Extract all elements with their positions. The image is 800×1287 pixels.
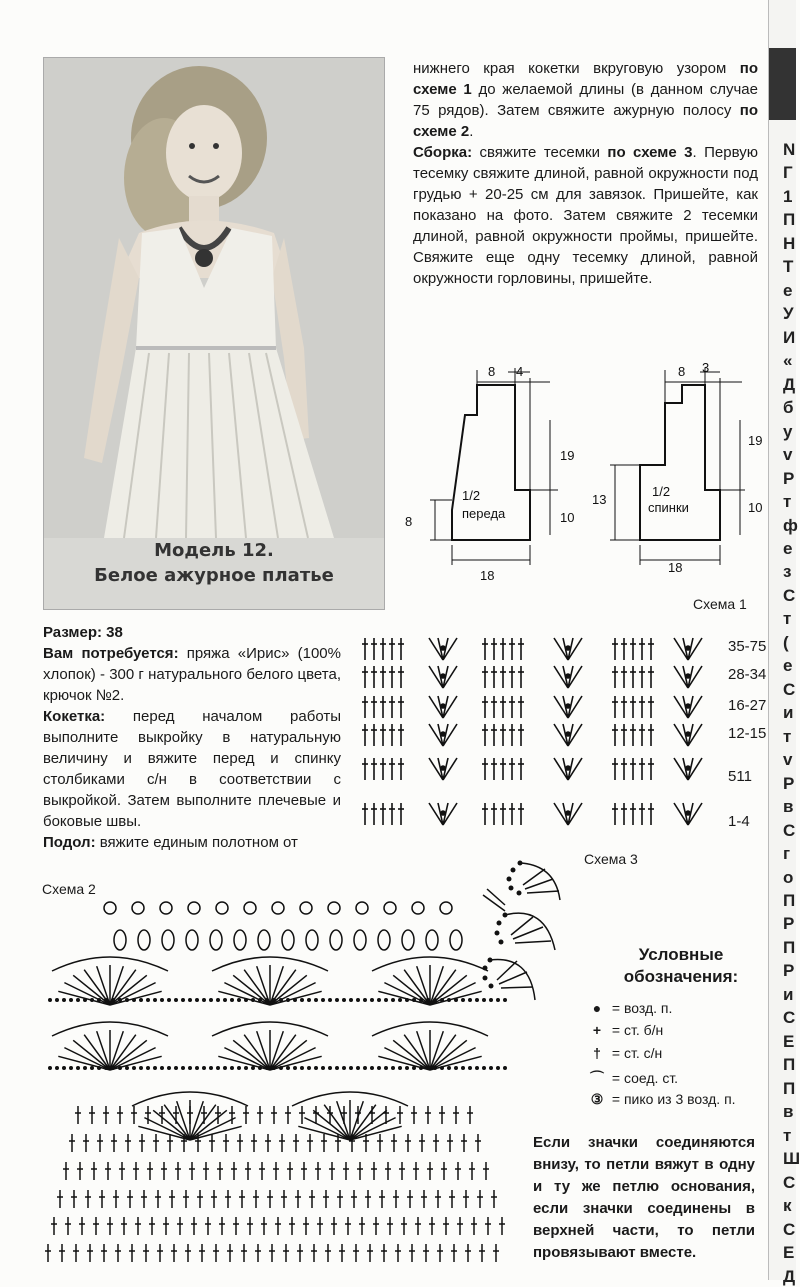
paragraph-hem-continue — [413, 58, 758, 142]
scheme1-row-label: 511 — [728, 768, 752, 785]
edge-letter: Ш — [783, 1149, 800, 1169]
legend-item-chain — [586, 1000, 672, 1016]
text-run: пряжа «Ирис» (100% хлопок) - 300 г натурального белого цвета, крючок №2. — [43, 645, 341, 704]
edge-letter: С — [783, 820, 796, 840]
front-dim-shoulder: 4 — [516, 364, 524, 379]
back-dim-height: 19 — [748, 433, 763, 448]
edge-letter: У — [783, 304, 794, 324]
back-dim-side: 13 — [592, 492, 607, 507]
edge-letter: в — [783, 797, 794, 817]
scheme1-row-label: 28-34 — [728, 666, 767, 683]
section-label: Сборка: — [413, 144, 473, 161]
edge-letter: П — [783, 210, 796, 230]
picot-icon: ③ — [590, 1091, 604, 1107]
double-crochet-icon: † — [593, 1045, 601, 1061]
slip-stitch-icon: ⌒ — [590, 1070, 604, 1086]
front-dim-bottom: 10 — [560, 510, 575, 525]
back-dim-shoulder: 3 — [702, 360, 710, 375]
size-line — [43, 622, 341, 643]
edge-letter: о — [783, 867, 794, 887]
front-dim-side: 8 — [405, 514, 413, 529]
edge-letter: С — [783, 1219, 796, 1239]
scheme-1-chart — [360, 628, 725, 833]
edge-letter: С — [783, 679, 796, 699]
caption-model: Модель 12. — [154, 540, 274, 561]
scheme-3-chart — [475, 855, 585, 1010]
back-dim-bottom: 10 — [748, 500, 763, 515]
text-run: . — [469, 123, 474, 140]
edge-letter: т — [783, 726, 792, 746]
scheme1-row-label: 35-75 — [728, 638, 767, 655]
text-run: вяжите единым полотном от — [95, 834, 298, 851]
bold-ref: по схеме 1 — [413, 60, 758, 98]
text-run: перед началом работы выполните выкройку в натуральную величину и вяжите перед и спинку столбиками с/н в соответствии с выкройкой. Затем выполните плечевые и боковые швы. — [43, 708, 341, 830]
scheme-2-label: Схема 2 — [42, 881, 96, 897]
section-label: Вам потребуется: — [43, 645, 179, 662]
edge-letter: т — [783, 492, 792, 512]
back-label-1: 1/2 — [652, 484, 671, 499]
edge-letter: v — [783, 750, 793, 770]
paragraph-assembly — [413, 142, 758, 289]
edge-letter: т — [783, 1125, 792, 1145]
legend-text: = пико из 3 возд. п. — [611, 1091, 736, 1107]
edge-letter: И — [783, 327, 796, 347]
edge-letter: Н — [783, 233, 796, 253]
edge-letter: Е — [783, 1243, 795, 1263]
legend-item-picot — [586, 1091, 736, 1108]
section-label: Размер: — [43, 624, 103, 641]
legend-title-line: Условные — [638, 945, 724, 964]
size-value: 38 — [102, 624, 123, 641]
text-run: до желаемой длины (в данном случае 75 рядов). Затем свяжите ажурную полосу — [413, 81, 758, 119]
legend-title — [606, 944, 756, 988]
back-dim-width: 18 — [668, 560, 683, 575]
bold-ref: по схеме 3 — [607, 144, 693, 161]
single-crochet-icon: + — [592, 1022, 602, 1038]
legend-text: = ст. б/н — [611, 1022, 664, 1038]
instructions-left — [43, 622, 341, 853]
edge-letter: С — [783, 1008, 796, 1028]
text-run: нижнего края кокетки вкруговую узором — [413, 60, 740, 77]
edge-letter: у — [783, 421, 793, 441]
edge-letter: П — [783, 937, 796, 957]
edge-letter: П — [783, 1078, 796, 1098]
model-photo — [43, 57, 385, 610]
edge-letter: Д — [783, 374, 796, 394]
scheme1-row-label: 12-15 — [728, 725, 767, 742]
edge-letter: б — [783, 398, 794, 418]
legend-title-line: обозначения: — [623, 967, 739, 986]
edge-letter: е — [783, 538, 793, 558]
dress-photo-illustration — [44, 58, 384, 538]
front-label-2: переда — [462, 506, 506, 521]
front-dim-height: 19 — [560, 448, 575, 463]
bold-ref: по схеме 2 — [413, 102, 758, 140]
edge-letter: С — [783, 1172, 796, 1192]
text-run: . Первую тесемку свяжите длиной, равной окружности под грудью + 20-25 см для завязок. Пришейте, как показано на фото. Затем свяжите 2 тесемки длиной, равной окружности проймы, пришейте. Свяжите еще одну тесемку длиной, равной окружности горловины, пришейте. — [413, 144, 758, 287]
front-dim-width: 18 — [480, 568, 495, 583]
scheme-2-chart — [40, 890, 520, 1280]
edge-letter: ф — [783, 515, 798, 535]
text-run: свяжите тесемки — [472, 144, 608, 161]
edge-letter: г — [783, 844, 791, 864]
materials — [43, 643, 341, 706]
edge-letter: т — [783, 609, 792, 629]
yoke — [43, 706, 341, 832]
edge-letter: Д — [783, 1266, 796, 1286]
stitch-note: Если значки соединяются внизу, то петли вяжут в одну и ту же петлю основания, если значки соединены в верхней части, то петли провязывают вместе. — [533, 1134, 755, 1261]
edge-letter: « — [783, 351, 793, 371]
legend-text: = соед. ст. — [611, 1070, 679, 1086]
legend-text: = возд. п. — [611, 1000, 673, 1016]
back-dim-top: 8 — [678, 364, 686, 379]
edge-letter: е — [783, 656, 793, 676]
instructions-right — [413, 58, 758, 289]
caption-title: Белое ажурное платье — [94, 565, 334, 586]
front-label-1: 1/2 — [462, 488, 481, 503]
edge-letter: П — [783, 891, 796, 911]
scheme1-row-label: 16-27 — [728, 697, 767, 714]
edge-letter: к — [783, 1196, 792, 1216]
edge-letter: Т — [783, 257, 794, 277]
section-label: Кокетка: — [43, 708, 106, 725]
pattern-diagram — [400, 360, 770, 583]
edge-header-bar — [769, 48, 796, 120]
scheme1-row-label: 1-4 — [728, 813, 750, 830]
edge-letter: з — [783, 562, 792, 582]
edge-letter: v — [783, 445, 793, 465]
edge-letter: и — [783, 984, 794, 1004]
front-dim-top: 8 — [488, 364, 496, 379]
legend-item-dc — [586, 1045, 662, 1061]
edge-letter: е — [783, 280, 793, 300]
next-page-edge — [768, 0, 800, 1286]
edge-letter: в — [783, 1102, 794, 1122]
hem — [43, 832, 341, 853]
edge-letter: N — [783, 140, 796, 159]
edge-letter: ( — [783, 632, 789, 652]
legend-item-slip — [586, 1068, 678, 1088]
edge-letter: Р — [783, 914, 795, 934]
edge-letter: и — [783, 703, 794, 723]
scheme-1-label: Схема 1 — [693, 596, 747, 612]
legend-text: = ст. с/н — [611, 1045, 663, 1061]
edge-letter: П — [783, 1055, 796, 1075]
back-label-2: спинки — [648, 500, 689, 515]
edge-letter: С — [783, 585, 796, 605]
legend-item-sc — [586, 1022, 663, 1038]
scheme-3-label: Схема 3 — [584, 851, 638, 867]
edge-letter: Р — [783, 773, 795, 793]
section-label: Подол: — [43, 834, 96, 851]
chain-stitch-icon: ● — [592, 1000, 602, 1016]
edge-letter: Р — [783, 961, 795, 981]
photo-caption — [44, 538, 384, 588]
edge-letter: Р — [783, 468, 795, 488]
edge-letter: Е — [783, 1031, 795, 1051]
edge-letter: Г — [783, 163, 793, 183]
edge-letter: 1 — [783, 186, 793, 206]
